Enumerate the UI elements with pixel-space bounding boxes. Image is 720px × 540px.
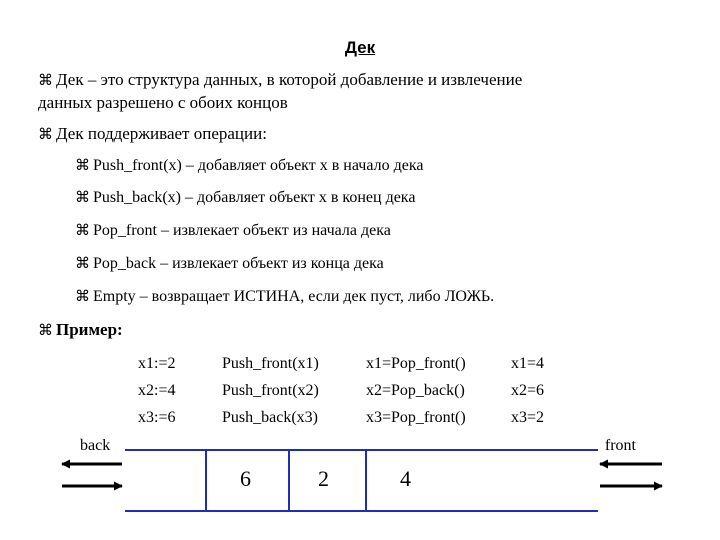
deque-cell-value: 4 <box>400 466 411 491</box>
bullet-icon: ⌘ <box>75 223 90 239</box>
example-cell: x3=2 <box>511 409 545 426</box>
bullet-icon: ⌘ <box>75 190 90 206</box>
ops-header: Дек поддерживает операции: <box>56 124 267 143</box>
deque-cell-value: 2 <box>318 466 329 491</box>
operation-pop-back: Pop_back – извлекает объект из конца дека <box>93 255 384 272</box>
back-arrows <box>62 464 122 486</box>
bullet-icon: ⌘ <box>75 256 90 272</box>
bullet-icon: ⌘ <box>75 158 90 174</box>
deque-box <box>125 450 598 511</box>
intro-line-1: Дек – это структура данных, в которой добавление и извлечение <box>56 70 523 89</box>
example-cell: Push_front(x1) <box>222 355 319 372</box>
deque-cell-value: 6 <box>240 466 251 491</box>
example-cell: x1=4 <box>511 355 545 372</box>
example-cell: Push_back(x3) <box>222 409 318 426</box>
example-cell: Push_front(x2) <box>222 382 319 399</box>
bullet-icon: ⌘ <box>38 73 53 89</box>
back-label: back <box>80 437 111 454</box>
bullet-icon: ⌘ <box>75 289 90 305</box>
example-header: Пример: <box>56 320 123 339</box>
operation-push-front: Push_front(x) – добавляет объект x в начало дека <box>93 157 424 174</box>
bullet-icon: ⌘ <box>38 127 53 143</box>
example-cell: x3=Pop_front() <box>366 409 466 426</box>
operation-pop-front: Pop_front – извлекает объект из начала дека <box>93 222 391 239</box>
bullet-icon: ⌘ <box>38 323 53 339</box>
example-cell: x3:=6 <box>138 409 176 426</box>
operation-empty: Empty – возвращает ИСТИНА, если дек пуст, либо ЛОЖЬ. <box>93 288 495 305</box>
example-cell: x2=6 <box>511 382 545 399</box>
example-cell: x2:=4 <box>138 382 176 399</box>
example-cell: x2=Pop_back() <box>366 382 465 399</box>
front-label: front <box>604 437 636 454</box>
example-cell: x1:=2 <box>138 355 176 372</box>
operation-push-back: Push_back(x) – добавляет объект x в конец дека <box>93 189 416 206</box>
intro-line-2: данных разрешено с обоих концов <box>38 93 288 112</box>
page-title: Дек <box>344 38 376 57</box>
example-cell: x1=Pop_front() <box>366 355 466 372</box>
front-arrows <box>600 464 662 486</box>
